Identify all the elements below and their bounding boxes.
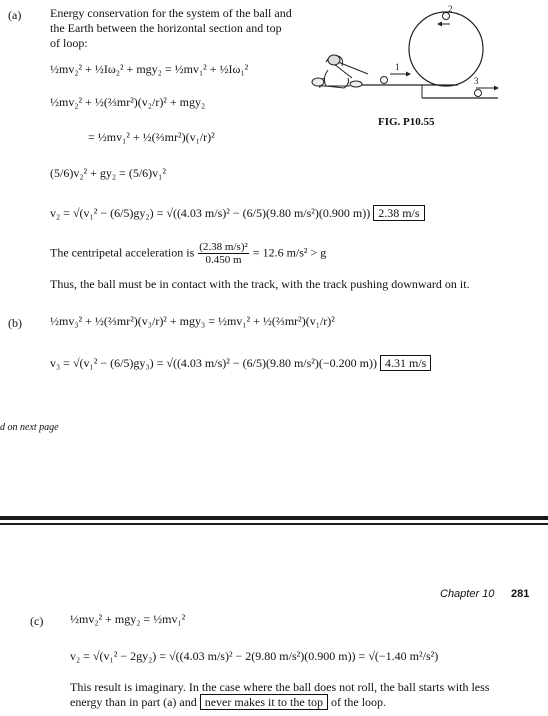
part-c-text-1: This result is imaginary. In the case where the ball does not roll, the ball starts with less <box>70 680 490 694</box>
figure-caption: FIG. P10.55 <box>378 116 435 128</box>
part-c-equation-1: ½mv₂² + mgy₂ = ½mv₁² <box>70 612 186 626</box>
part-b-label: (b) <box>8 316 22 330</box>
page-break-rule-top <box>0 516 548 520</box>
part-b-v3-expression: v₃ = √(v₁² − (6/5)gy₃) = √((4.03 m/s)² − (6/5)(9.80 m/s²)(−0.200 m)) <box>50 356 377 370</box>
part-b-equation-2 <box>50 356 431 371</box>
ball-position-1 <box>381 77 388 84</box>
part-c-equation-2: v₂ = √(v₁² − 2gy₂) = √((4.03 m/s)² − 2(9.80 m/s²)(0.900 m)) = √(−1.40 m²/s²) <box>70 649 439 663</box>
part-c-text-2 <box>70 695 386 710</box>
arrow-2-head <box>437 22 442 27</box>
part-c-text-2b: of the loop. <box>331 695 387 709</box>
part-b-equation-1: ½mv₃² + ½(⅔mr²)(v₃/r)² + mgy₃ = ½mv₁² + ½(⅔mr²)(v₁/r)² <box>50 314 335 328</box>
chapter-header: Chapter 10 <box>440 588 495 600</box>
centripetal-fraction <box>198 241 249 266</box>
part-a-intro-2: the Earth between the horizontal section and top <box>50 21 282 35</box>
centripetal-denominator: 0.450 m <box>205 254 242 266</box>
centripetal-result: = 12.6 m/s² > g <box>252 245 327 260</box>
ball-position-3 <box>475 90 482 97</box>
person-illustration <box>312 55 368 88</box>
part-b-v3-answer: 4.31 m/s <box>380 355 431 371</box>
part-a-v2-answer: 2.38 m/s <box>373 205 424 221</box>
track-loop <box>409 12 483 86</box>
centripetal-prefix: The centripetal acceleration is <box>50 245 195 260</box>
part-c-answer-box: never makes it to the top <box>200 694 328 710</box>
centripetal-numerator: (2.38 m/s)² <box>199 241 248 253</box>
part-a-centripetal <box>50 241 326 266</box>
part-a-equation-3: = ½mv₁² + ½(⅔mr²)(v₁/r)² <box>88 130 215 144</box>
loop-track-illustration <box>298 2 520 110</box>
part-a-equation-2: ½mv₂² + ½(⅔mr²)(v₂/r)² + mgy₂ <box>50 95 206 109</box>
figure-label-1: 1 <box>395 62 400 72</box>
part-c-label: (c) <box>30 614 44 628</box>
part-a-v2-expression: v₂ = √(v₁² − (6/5)gy₂) = √((4.03 m/s)² − (6/5)(9.80 m/s²)(0.900 m)) <box>50 206 371 220</box>
part-a-equation-4: (5/6)v₂² + gy₂ = (5/6)v₁² <box>50 166 166 180</box>
loop-track-figure <box>298 2 520 110</box>
part-a-equation-1: ½mv₂² + ½Iω₂² + mgy₂ = ½mv₁² + ½Iω₁² <box>50 62 249 76</box>
continued-note: d on next page <box>0 422 59 433</box>
part-c-text-2a: energy than in part (a) and <box>70 695 197 709</box>
figure-label-3: 3 <box>474 76 479 86</box>
part-a-intro-1: Energy conservation for the system of the ball and <box>50 6 292 20</box>
page-number: 281 <box>511 588 530 600</box>
part-a-label: (a) <box>8 8 22 22</box>
arrow-1-head <box>406 72 411 77</box>
part-a-intro-3: of loop: <box>50 36 88 50</box>
part-a-equation-5 <box>50 206 425 221</box>
figure-label-2: 2 <box>448 4 453 14</box>
part-a-conclusion: Thus, the ball must be in contact with the track, with the track pushing downward on it. <box>50 277 470 291</box>
page-break-rule-bottom <box>0 523 548 525</box>
arrow-3-head <box>494 86 499 91</box>
